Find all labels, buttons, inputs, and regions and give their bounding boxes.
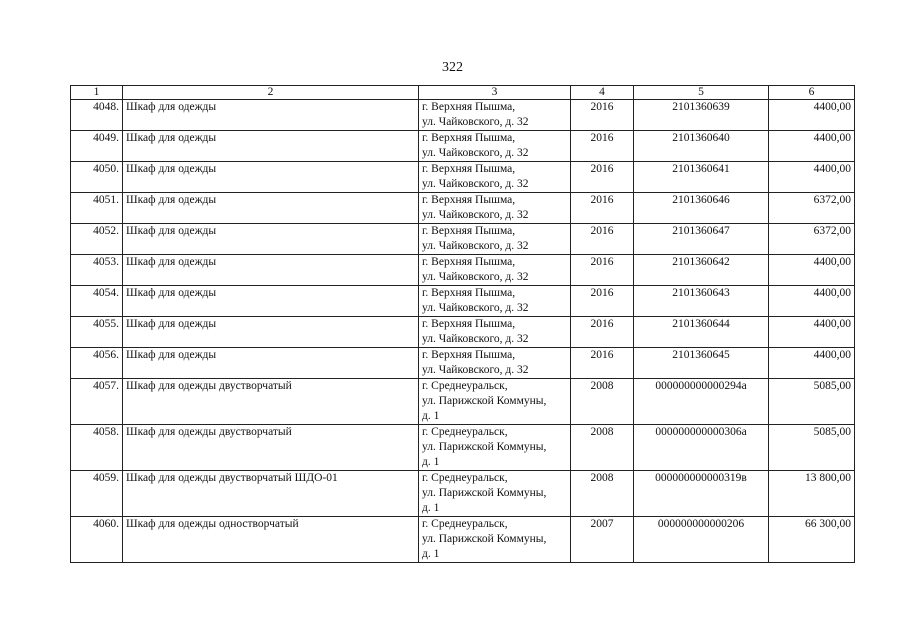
item-name: Шкаф для одежды bbox=[123, 131, 419, 162]
address-line: г. Среднеуральск, bbox=[422, 426, 508, 438]
address-line: г. Верхняя Пышма, bbox=[422, 132, 516, 144]
address-line: г. Верхняя Пышма, bbox=[422, 349, 516, 361]
item-name: Шкаф для одежды bbox=[123, 100, 419, 131]
row-number: 4048. bbox=[71, 100, 123, 131]
table-body bbox=[71, 100, 855, 563]
address-line: г. Верхняя Пышма, bbox=[422, 225, 516, 237]
item-address bbox=[419, 517, 571, 563]
item-cost: 4400,00 bbox=[769, 348, 855, 379]
row-number: 4053. bbox=[71, 255, 123, 286]
item-address bbox=[419, 224, 571, 255]
table-row bbox=[71, 517, 855, 563]
address-line: г. Среднеуральск, bbox=[422, 380, 508, 392]
item-cost: 4400,00 bbox=[769, 162, 855, 193]
inventory-number: 2101360641 bbox=[634, 162, 769, 193]
item-cost: 13 800,00 bbox=[769, 471, 855, 517]
inventory-number: 2101360646 bbox=[634, 193, 769, 224]
item-cost: 4400,00 bbox=[769, 286, 855, 317]
item-cost: 6372,00 bbox=[769, 193, 855, 224]
column-header-5: 5 bbox=[634, 86, 769, 100]
table-row bbox=[71, 286, 855, 317]
inventory-number: 2101360640 bbox=[634, 131, 769, 162]
inventory-number: 2101360643 bbox=[634, 286, 769, 317]
address-line: ул. Чайковского, д. 32 bbox=[422, 302, 529, 314]
address-line: ул. Чайковского, д. 32 bbox=[422, 116, 529, 128]
address-line: д. 1 bbox=[422, 410, 440, 422]
item-cost: 66 300,00 bbox=[769, 517, 855, 563]
inventory-number: 000000000000306а bbox=[634, 425, 769, 471]
item-address bbox=[419, 100, 571, 131]
address-line: ул. Парижской Коммуны, bbox=[422, 395, 547, 407]
item-year: 2016 bbox=[571, 224, 634, 255]
item-year: 2016 bbox=[571, 162, 634, 193]
row-number: 4054. bbox=[71, 286, 123, 317]
inventory-number: 000000000000319в bbox=[634, 471, 769, 517]
item-name: Шкаф для одежды двустворчатый ШДО-01 bbox=[123, 471, 419, 517]
column-header-2: 2 bbox=[123, 86, 419, 100]
address-line: г. Верхняя Пышма, bbox=[422, 101, 516, 113]
column-header-6: 6 bbox=[769, 86, 855, 100]
item-cost: 4400,00 bbox=[769, 131, 855, 162]
header-row bbox=[71, 86, 855, 100]
item-address bbox=[419, 255, 571, 286]
address-line: ул. Чайковского, д. 32 bbox=[422, 364, 529, 376]
item-address bbox=[419, 286, 571, 317]
address-line: ул. Чайковского, д. 32 bbox=[422, 271, 529, 283]
table-row bbox=[71, 100, 855, 131]
table-row bbox=[71, 348, 855, 379]
table-row bbox=[71, 425, 855, 471]
item-year: 2016 bbox=[571, 286, 634, 317]
table-row bbox=[71, 224, 855, 255]
address-line: г. Среднеуральск, bbox=[422, 472, 508, 484]
item-year: 2016 bbox=[571, 100, 634, 131]
inventory-number: 2101360639 bbox=[634, 100, 769, 131]
table-row bbox=[71, 131, 855, 162]
address-line: г. Верхняя Пышма, bbox=[422, 194, 516, 206]
item-name: Шкаф для одежды bbox=[123, 317, 419, 348]
row-number: 4059. bbox=[71, 471, 123, 517]
property-table bbox=[70, 85, 855, 563]
column-header-4: 4 bbox=[571, 86, 634, 100]
address-line: ул. Парижской Коммуны, bbox=[422, 441, 547, 453]
inventory-number: 2101360642 bbox=[634, 255, 769, 286]
row-number: 4055. bbox=[71, 317, 123, 348]
item-name: Шкаф для одежды bbox=[123, 348, 419, 379]
table-row bbox=[71, 193, 855, 224]
address-line: г. Верхняя Пышма, bbox=[422, 256, 516, 268]
column-header-1: 1 bbox=[71, 86, 123, 100]
item-address bbox=[419, 317, 571, 348]
table-row bbox=[71, 317, 855, 348]
item-cost: 5085,00 bbox=[769, 425, 855, 471]
item-cost: 4400,00 bbox=[769, 255, 855, 286]
row-number: 4049. bbox=[71, 131, 123, 162]
item-name: Шкаф для одежды одностворчатый bbox=[123, 517, 419, 563]
address-line: г. Верхняя Пышма, bbox=[422, 318, 516, 330]
table-row bbox=[71, 162, 855, 193]
item-name: Шкаф для одежды bbox=[123, 162, 419, 193]
row-number: 4052. bbox=[71, 224, 123, 255]
item-address bbox=[419, 131, 571, 162]
address-line: ул. Чайковского, д. 32 bbox=[422, 240, 529, 252]
address-line: г. Верхняя Пышма, bbox=[422, 287, 516, 299]
address-line: ул. Парижской Коммуны, bbox=[422, 533, 547, 545]
address-line: ул. Чайковского, д. 32 bbox=[422, 209, 529, 221]
address-line: ул. Парижской Коммуны, bbox=[422, 487, 547, 499]
row-number: 4050. bbox=[71, 162, 123, 193]
item-name: Шкаф для одежды bbox=[123, 255, 419, 286]
item-cost: 5085,00 bbox=[769, 379, 855, 425]
item-year: 2016 bbox=[571, 193, 634, 224]
column-header-3: 3 bbox=[419, 86, 571, 100]
item-year: 2016 bbox=[571, 131, 634, 162]
table-row bbox=[71, 255, 855, 286]
item-year: 2008 bbox=[571, 471, 634, 517]
item-name: Шкаф для одежды bbox=[123, 193, 419, 224]
item-year: 2008 bbox=[571, 425, 634, 471]
item-year: 2016 bbox=[571, 348, 634, 379]
row-number: 4051. bbox=[71, 193, 123, 224]
address-line: г. Среднеуральск, bbox=[422, 518, 508, 530]
table-row bbox=[71, 471, 855, 517]
inventory-number: 2101360645 bbox=[634, 348, 769, 379]
item-cost: 6372,00 bbox=[769, 224, 855, 255]
item-year: 2016 bbox=[571, 255, 634, 286]
item-cost: 4400,00 bbox=[769, 317, 855, 348]
address-line: ул. Чайковского, д. 32 bbox=[422, 147, 529, 159]
item-name: Шкаф для одежды bbox=[123, 286, 419, 317]
inventory-number: 000000000000294а bbox=[634, 379, 769, 425]
address-line: ул. Чайковского, д. 32 bbox=[422, 178, 529, 190]
address-line: д. 1 bbox=[422, 456, 440, 468]
item-address bbox=[419, 471, 571, 517]
item-name: Шкаф для одежды двустворчатый bbox=[123, 425, 419, 471]
row-number: 4057. bbox=[71, 379, 123, 425]
item-year: 2016 bbox=[571, 317, 634, 348]
address-line: д. 1 bbox=[422, 502, 440, 514]
address-line: ул. Чайковского, д. 32 bbox=[422, 333, 529, 345]
address-line: г. Верхняя Пышма, bbox=[422, 163, 516, 175]
address-line: д. 1 bbox=[422, 548, 440, 560]
item-year: 2007 bbox=[571, 517, 634, 563]
item-year: 2008 bbox=[571, 379, 634, 425]
inventory-number: 2101360647 bbox=[634, 224, 769, 255]
table-row bbox=[71, 379, 855, 425]
item-name: Шкаф для одежды bbox=[123, 224, 419, 255]
item-address bbox=[419, 162, 571, 193]
item-cost: 4400,00 bbox=[769, 100, 855, 131]
row-number: 4056. bbox=[71, 348, 123, 379]
item-address bbox=[419, 379, 571, 425]
inventory-number: 000000000000206 bbox=[634, 517, 769, 563]
item-name: Шкаф для одежды двустворчатый bbox=[123, 379, 419, 425]
row-number: 4060. bbox=[71, 517, 123, 563]
inventory-number: 2101360644 bbox=[634, 317, 769, 348]
item-address bbox=[419, 348, 571, 379]
item-address bbox=[419, 425, 571, 471]
row-number: 4058. bbox=[71, 425, 123, 471]
page-number: 322 bbox=[442, 60, 463, 75]
item-address bbox=[419, 193, 571, 224]
